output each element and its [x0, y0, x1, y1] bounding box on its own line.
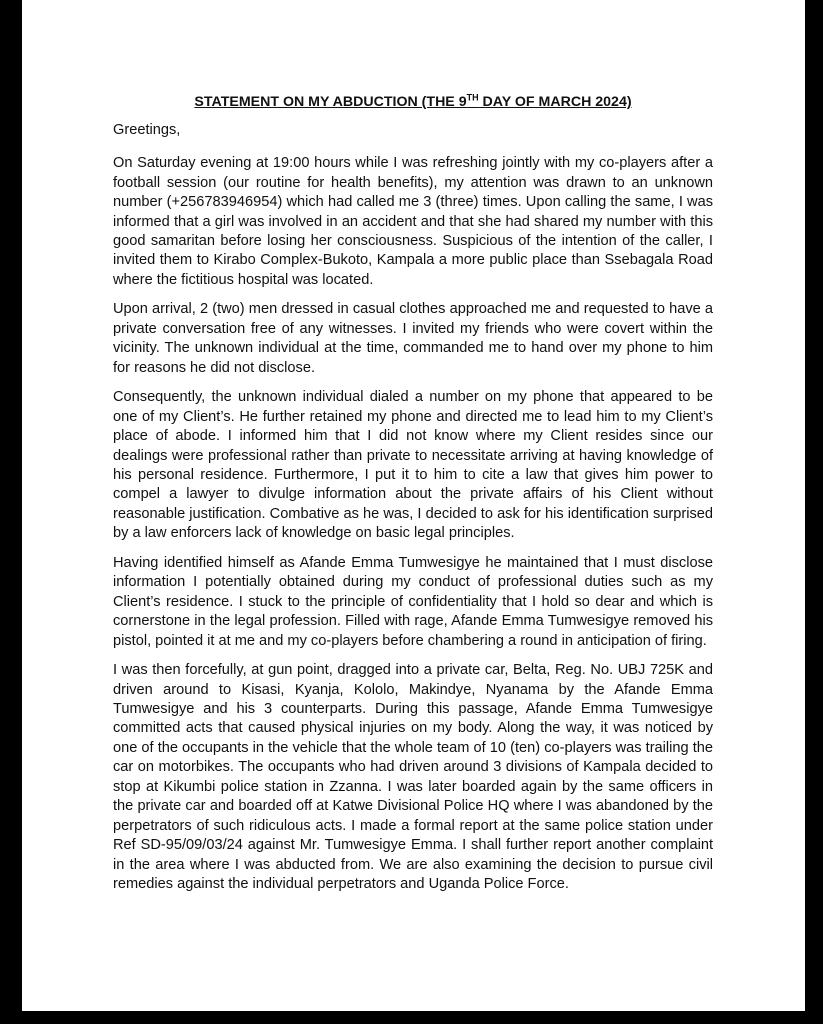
paragraph-5: I was then forcefully, at gun point, dragged into a private car, Belta, Reg. No. UBJ 725K and driven around to Kisasi, Kyanja, Kololo, Makindye, Nyanama by the Afande Emma Tumwesigye and his 3 counterparts. During this passage, Afande Emma Tumwesigye committed acts that caused physical injuries on my body. Along the way, it was noticed by one of the occupants in the vehicle that the whole team of 10 (ten) co-players was trailing the car on motorbikes. The occupants who had driven around 3 divisions of Kampala decided to stop at Kikumbi police station in Zzanna. I was later boarded again by the same officers in the private car and boarded off at Katwe Divisional Police HQ where I was abandoned by the perpetrators of such ridiculous acts. I made a formal report at the same police station under Ref SD-95/09/03/24 against Mr. Tumwesigye Emma. I shall further report another complaint in the area where I was abducted from. We are also examining the decision to pursue civil remedies against the individual perpetrators and Uganda Police Force.: [113, 662, 713, 893]
document-page: [22, 0, 805, 1011]
title-rest-text: DAY OF MARCH 2024): [478, 94, 632, 110]
paragraph-3: Consequently, the unknown individual dialed a number on my phone that appeared to be one of my Client’s. He further retained my phone and directed me to lead him to my Client’s place of abode. I informed him that I did not know where my Client resides since our dealings were professional rather than private to necessitate arriving at having knowledge of his personal residence. Furthermore, I put it to him to cite a law that gives him power to compel a lawyer to divulge information about the private affairs of his Client without reasonable justification. Combative as he was, I decided to ask for his identification surprised by a law enforcers lack of knowledge on basic legal principles.: [113, 389, 713, 542]
greeting: Greetings,: [113, 122, 181, 138]
title-superscript: TH: [466, 92, 479, 103]
paragraph-1: On Saturday evening at 19:00 hours while I was refreshing jointly with my co-players after a football session (our routine for health benefits), my attention was drawn to an unknown number (+256783946954) which had called me 3 (three) times. Upon calling the same, I was informed that a girl was involved in an accident and that she had shared my number with this good samaritan before losing her consciousness. Suspicious of the intention of the caller, I invited them to Kirabo Complex-Bukoto, Kampala a more public place than Ssebagala Road where the fictitious hospital was located.: [113, 155, 713, 288]
document-title: [113, 93, 713, 111]
paragraph-4: Having identified himself as Afande Emma Tumwesigye he maintained that I must disclose information I potentially obtained during my conduct of professional duties such as my Client’s residence. I stuck to the principle of confidentiality that I hold so dear and which is cornerstone in the legal profession. Filled with rage, Afande Emma Tumwesigye removed his pistol, pointed it at me and my co-players before chambering a round in anticipation of firing.: [113, 554, 713, 649]
paragraph-2: Upon arrival, 2 (two) men dressed in casual clothes approached me and requested to have a private conversation free of any witnesses. I invited my friends who were covert within the vicinity. The unknown individual at the time, commanded me to hand over my phone to him for reasons he did not disclose.: [113, 301, 713, 376]
title-main-text: STATEMENT ON MY ABDUCTION (THE 9: [194, 94, 467, 110]
